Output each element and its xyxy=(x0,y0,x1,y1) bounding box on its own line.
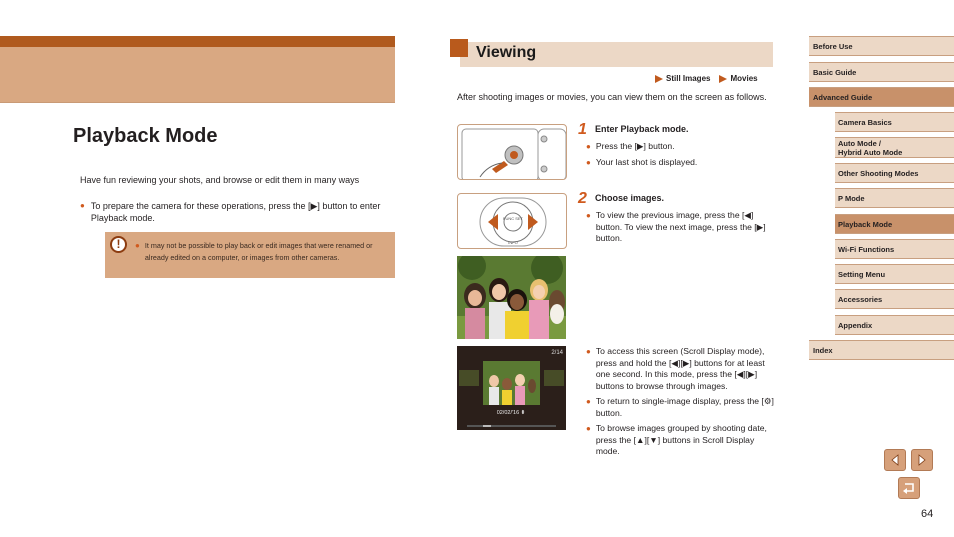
nav-index[interactable]: Index xyxy=(809,340,954,360)
shooting-date: 02/02/'16 ⬍ xyxy=(496,410,526,416)
subnav-appendix[interactable]: Appendix xyxy=(835,315,954,335)
scroll-display-bullets xyxy=(586,346,776,462)
list-item: ● To return to single-image display, press the [⚙] button. xyxy=(586,396,774,418)
bullet-icon: ● xyxy=(586,142,591,151)
nav-before-use[interactable]: Before Use xyxy=(809,36,954,56)
warning-text: It may not be possible to play back or edit images that were renamed or already edited on a computer, or images from other cameras. xyxy=(144,241,373,262)
nav-basic-guide[interactable]: Basic Guide xyxy=(809,62,954,82)
tab-still-images: Still Images xyxy=(655,74,710,83)
image-counter: 2/14 xyxy=(551,350,563,356)
subnav-other-shooting-modes[interactable]: Other Shooting Modes xyxy=(835,163,954,183)
func-set-label: FUNC SET xyxy=(503,216,523,221)
list-item: ● Your last shot is displayed. xyxy=(586,156,698,167)
play-icon xyxy=(719,75,727,83)
bullet-icon: ● xyxy=(80,201,85,210)
bullet-icon: ● xyxy=(586,424,591,433)
subnav-playback-mode[interactable]: Playback Mode xyxy=(835,214,954,234)
list-item: ● To view the previous image, press the [◀] button. To view the next image, press the [▶] button. xyxy=(586,210,766,243)
list-item: ● To access this screen (Scroll Display mode), press and hold the [◀][▶] buttons for at least one second. In this mode, press the [◀][▶] buttons to browse through images. xyxy=(586,346,765,391)
step-1-number: 1 xyxy=(578,121,587,138)
section-marker xyxy=(450,39,468,57)
play-icon xyxy=(655,75,663,83)
page-number: 64 xyxy=(921,508,934,520)
subnav-camera-basics[interactable]: Camera Basics xyxy=(835,112,954,132)
bullet-icon: ● xyxy=(586,211,591,220)
step-2-bullets xyxy=(586,210,776,249)
subnav-p-mode[interactable]: P Mode xyxy=(835,188,954,208)
media-tabs xyxy=(655,74,758,83)
chapter-title: Playback Mode xyxy=(73,125,218,147)
return-icon xyxy=(902,482,916,494)
bullet-icon: ● xyxy=(586,347,591,356)
subnav-accessories[interactable]: Accessories xyxy=(835,289,954,309)
list-item: ● Press the [▶] button. xyxy=(586,141,675,151)
warning-note xyxy=(135,240,390,263)
subnav-setting-menu[interactable]: Setting Menu xyxy=(835,264,954,284)
chapter-header-band xyxy=(0,47,395,103)
camera-back-illustration xyxy=(457,124,567,180)
step-1-title: Enter Playback mode. xyxy=(595,124,689,134)
chapter-intro: Have fun reviewing your shots, and browse or edit them in many ways xyxy=(80,175,360,185)
arrow-right-icon xyxy=(916,454,928,466)
section-title: Viewing xyxy=(476,44,537,61)
warning-icon: ! xyxy=(110,236,127,253)
chapter-top-bar xyxy=(0,36,395,47)
prev-page-button[interactable] xyxy=(884,449,906,471)
bullet-icon: ● xyxy=(586,397,591,406)
scroll-display-screenshot xyxy=(457,346,566,430)
prep-text: To prepare the camera for these operations, press the [▶] button to enter Playback mode. xyxy=(90,201,381,223)
step-2-title: Choose images. xyxy=(595,193,665,203)
step-1-bullets xyxy=(586,141,776,172)
list-item: ● To browse images grouped by shooting date, press the [▲][▼] buttons in Scroll Display mode. xyxy=(586,423,767,456)
control-dial-illustration xyxy=(457,193,567,249)
next-page-button[interactable] xyxy=(911,449,933,471)
tab-movies: Movies xyxy=(719,74,757,83)
step-2-number: 2 xyxy=(578,190,587,207)
info-label: INFO xyxy=(508,240,518,245)
return-button[interactable] xyxy=(898,477,920,499)
section-description: After shooting images or movies, you can view them on the screen as follows. xyxy=(457,92,767,102)
nav-advanced-guide[interactable]: Advanced Guide xyxy=(809,87,954,107)
subnav-wifi-functions[interactable]: Wi-Fi Functions xyxy=(835,239,954,259)
subnav-auto-mode[interactable]: Auto Mode / Hybrid Auto Mode xyxy=(835,137,954,158)
arrow-left-icon xyxy=(889,454,901,466)
prep-bullet xyxy=(80,200,395,224)
bullet-icon: ● xyxy=(135,241,140,250)
bullet-icon: ● xyxy=(586,157,591,167)
sample-photo-children-dog xyxy=(457,256,566,339)
